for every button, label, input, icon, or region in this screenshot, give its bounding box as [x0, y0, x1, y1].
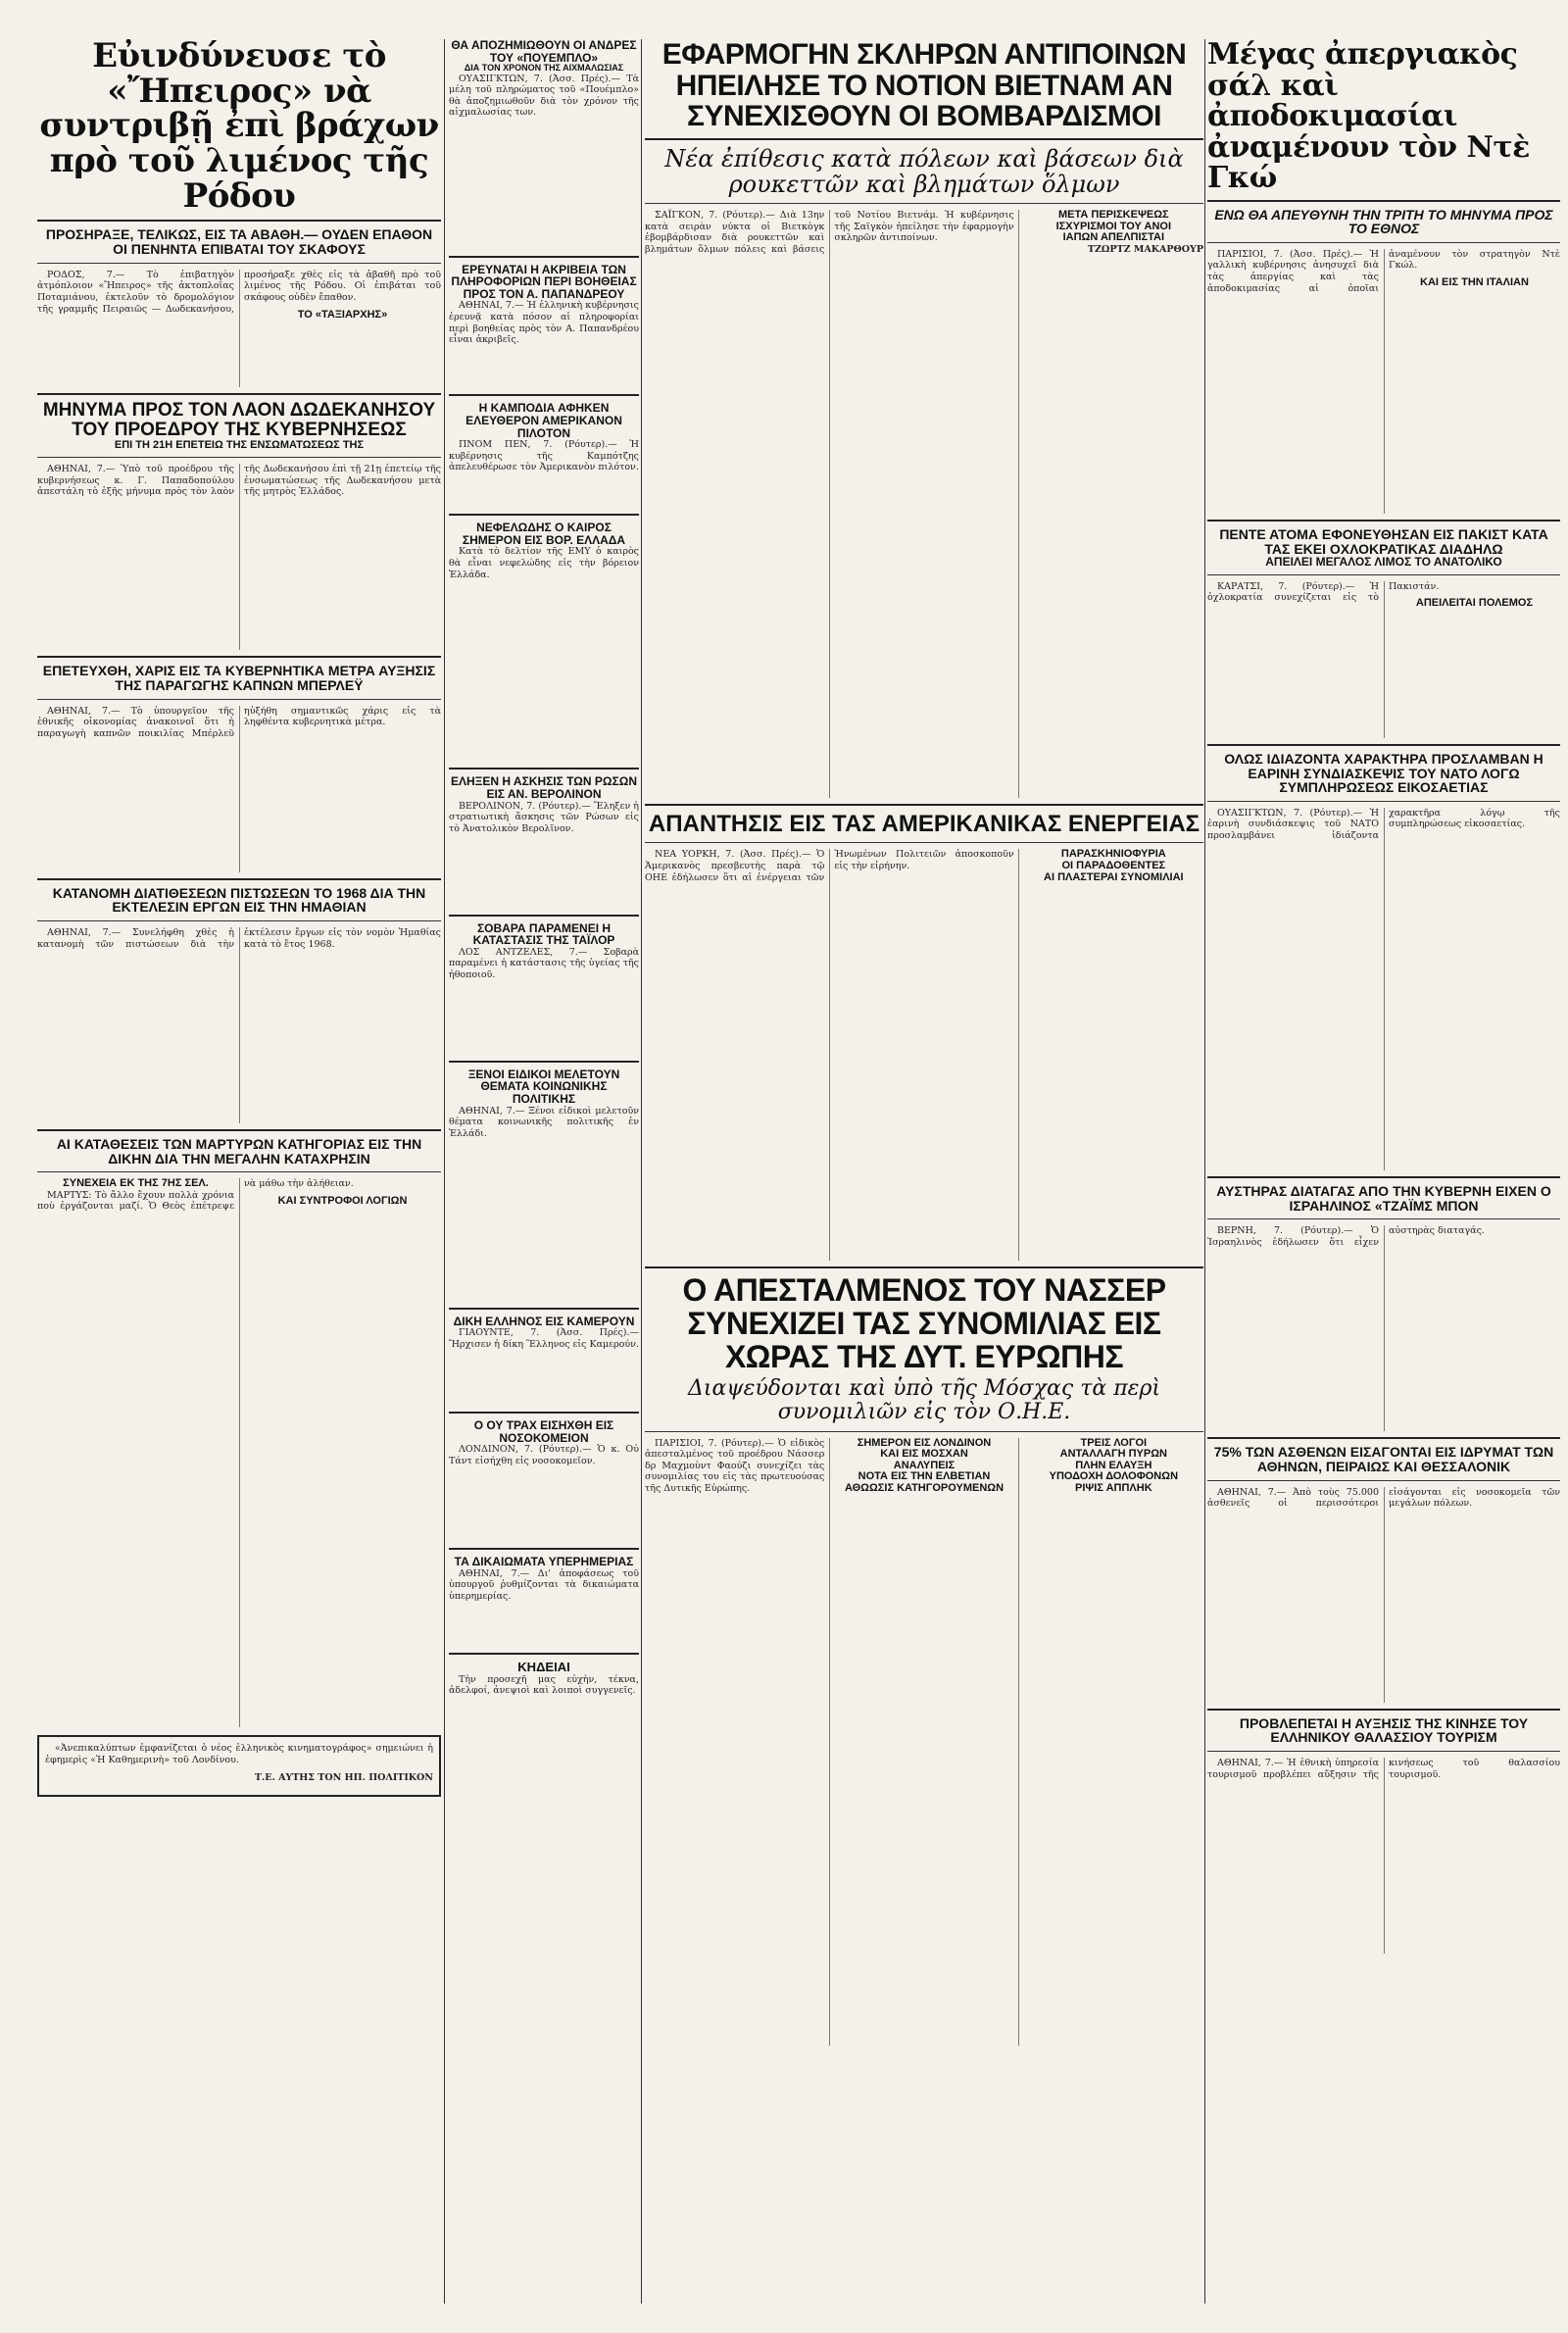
boxed-note: «Ἀνεπικαλύπτων ἐμφανίζεται ὁ νέος ἑλληνικὸς κινηματογράφος» σημειώνει ἡ ἐφημερὶς «Ἡ Καθημερινὴ» τοῦ Λονδίνου. Τ.Ε. ΑΥΤΗΣ ΤΟΝ ΗΠ. ΠΟΛΙΤΙΚΟΝ	[37, 1735, 441, 1797]
headline: ΑΥΣΤΗΡΑΣ ΔΙΑΤΑΓΑΣ ΑΠΟ ΤΗΝ ΚΥΒΕΡΝΗ ΕΙΧΕΝ Ο ΙΣΡΑΗΛΙΝΟΣ «ΤΖΑΪΜΣ ΜΠΟΝ	[1216, 1182, 1551, 1214]
article-tobacco: ΕΠΕΤΕΥΧΘΗ, ΧΑΡΙΣ ΕΙΣ ΤΑ ΚΥΒΕΡΝΗΤΙΚΑ ΜΕΤΡΑ ΑΥΞΗΣΙΣ ΤΗΣ ΠΑΡΑΓΩΓΗΣ ΚΑΠΝΩΝ ΜΠΕΡΛΕΫ ΑΘΗΝΑΙ, 7.— Τὸ ὑπουργεῖον τῆς ἐθνικῆς οἰκονομίας ἀνακοινοῖ ὅτι ἡ παραγωγὴ καπνῶν ποικιλίας Μπέρλεϋ ηὐξήθη σημαντικῶς χάρις εἰς τὰ ληφθέντα κυβερνητικὰ μέτρα.	[37, 663, 441, 739]
column-divider	[641, 39, 642, 2304]
headline: Ο ΑΠΕΣΤΑΛΜΕΝΟΣ ΤΟΥ ΝΑΣΣΕΡ ΣΥΝΕΧΙΖΕΙ ΤΑΣ ΣΥΝΟΜΙΛΙΑΣ ΕΙΣ ΧΩΡΑΣ ΤΗΣ ΔΥΤ. ΕΥΡΩΠΗΣ	[682, 1272, 1166, 1374]
headline: ΕΦΑΡΜΟΓΗΝ ΣΚΛΗΡΩΝ ΑΝΤΙΠΟΙΝΩΝ ΗΠΕΙΛΗΣΕ ΤΟ ΝΟΤΙΟΝ ΒΙΕΤΝΑΜ ΑΝ ΣΥΝΕΧΙΣΘΟΥΝ ΟΙ ΒΟΜΒΑΡΔΙΣΜΟΙ	[662, 39, 1187, 132]
subheadline: ΠΡΟΣΗΡΑΞΕ, ΤΕΛΙΚΩΣ, ΕΙΣ ΤΑ ΑΒΑΘΗ.— ΟΥΔΕΝ ΕΠΑΘΟΝ ΟΙ ΠΕΝΗΝΤΑ ΕΠΙΒΑΤΑΙ ΤΟΥ ΣΚΑΦΟΥΣ	[45, 226, 433, 258]
column-3	[645, 39, 1203, 2304]
headline: ΕΛΗΞΕΝ Η ΑΣΚΗΣΙΣ ΤΩΝ ΡΩΣΩΝ ΕΙΣ ΑΝ. ΒΕΡΟΛΙΝΟΝ	[450, 774, 638, 801]
column-divider	[1204, 39, 1205, 2304]
headline: ΜΗΝΥΜΑ ΠΡΟΣ ΤΟΝ ΛΑΟΝ ΔΩΔΕΚΑΝΗΣΟΥ ΤΟΥ ΠΡΟΕΔΡΟΥ ΤΗΣ ΚΥΒΕΡΝΗΣΕΩΣ	[42, 399, 436, 440]
headline: ΑΠΑΝΤΗΣΙΣ ΕΙΣ ΤΑΣ ΑΜΕΡΙΚΑΝΙΚΑΣ ΕΝΕΡΓΕΙΑΣ	[648, 811, 1200, 838]
headline: ΞΕΝΟΙ ΕΙΔΙΚΟΙ ΜΕΛΕΤΟΥΝ ΘΕΜΑΤΑ ΚΟΙΝΩΝΙΚΗΣ ΠΟΛΙΤΙΚΗΣ	[467, 1067, 620, 1106]
headline: ΠΡΟΒΛΕΠΕΤΑΙ Η ΑΥΞΗΣΙΣ ΤΗΣ ΚΙΝΗΣΕ ΤΟΥ ΕΛΛΗΝΙΚΟΥ ΘΑΛΑΣΣΙΟΥ ΤΟΥΡΙΣΜ	[1239, 1714, 1529, 1746]
article-nato: ΟΛΩΣ ΙΔΙΑΖΟΝΤΑ ΧΑΡΑΚΤΗΡΑ ΠΡΟΣΛΑΜΒΑΝ Η ΕΑΡΙΝΗ ΣΥΝΔΙΑΣΚΕΨΙΣ ΤΟΥ ΝΑΤΟ ΛΟΓΩ ΣΥΜΠΛΗΡΩΣΕΩΣ ΕΙΚΟΣΑΕΤΙΑΣ ΟΥΑΣΙΓΚΤΩΝ, 7. (Ρόυτερ).— Ἡ ἐαρινὴ συνδιάσκεψις τοῦ ΝΑΤΟ προσλαμβάνει ἰδιάζοντα χαρακτῆρα λόγῳ τῆς συμπληρώσεως εἰκοσαετίας.	[1207, 750, 1560, 842]
headline: ΕΠΕΤΕΥΧΘΗ, ΧΑΡΙΣ ΕΙΣ ΤΑ ΚΥΒΕΡΝΗΤΙΚΑ ΜΕΤΡΑ ΑΥΞΗΣΙΣ ΤΗΣ ΠΑΡΑΓΩΓΗΣ ΚΑΠΝΩΝ ΜΠΕΡΛΕΫ	[42, 663, 436, 693]
article-dodecanese-message: ΜΗΝΥΜΑ ΠΡΟΣ ΤΟΝ ΛΑΟΝ ΔΩΔΕΚΑΝΗΣΟΥ ΤΟΥ ΠΡΟΕΔΡΟΥ ΤΗΣ ΚΥΒΕΡΝΗΣΕΩΣ ΕΠΙ ΤΗ 21Η ΕΠΕΤΕΙΩ ΤΗΣ ΕΝΣΩΜΑΤΩΣΕΩΣ ΤΗΣ ΑΘΗΝΑΙ, 7.— Ὑπὸ τοῦ προέδρου τῆς κυβερνήσεως κ. Γ. Παπαδοπούλου ἀπεστάλη τὸ ἑξῆς μήνυμα πρὸς τὸν λαὸν τῆς Δωδεκανήσου ἐπὶ τῇ 21ῃ ἐπετείῳ τῆς ἐνσωματώσεως τῆς Δωδεκανήσου μετὰ τῆς μητρὸς Ἑλλάδος.	[37, 399, 441, 498]
article-body: ΡΟΔΟΣ, 7.— Τὸ ἐπιβατηγὸν ἀτμόπλοιον «Ἤπειρος» τῆς ἀκτοπλοΐας Ποταμιάνου, ἐκτελοῦν τὸ δρομολόγιον τῆς γραμμῆς Πειραιῶς — Δωδεκανήσου, προσήραξε χθὲς εἰς τὰ ἀβαθῆ πρὸ τοῦ λιμένος τῆς Ρόδου. Οἱ ἐπιβάται τοῦ σκάφους οὐδὲν ἔπαθον. ΤΟ «ΤΑΞΙΑΡΧΗΣ»	[37, 269, 441, 321]
article-credits-imathia: ΚΑΤΑΝΟΜΗ ΔΙΑΤΙΘΕΣΕΩΝ ΠΙΣΤΩΣΕΩΝ ΤΟ 1968 ΔΙΑ ΤΗΝ ΕΚΤΕΛΕΣΙΝ ΕΡΓΩΝ ΕΙΣ ΤΗΝ ΗΜΑΘΙΑΝ ΑΘΗΝΑΙ, 7.— Συνελήφθη χθὲς ἡ κατανομὴ τῶν πιστώσεων διὰ τὴν ἐκτέλεσιν ἔργων εἰς τὸν νομὸν Ἡμαθίας κατὰ τὸ ἔτος 1968.	[37, 884, 441, 950]
article-trial-witnesses: ΑΙ ΚΑΤΑΘΕΣΕΙΣ ΤΩΝ ΜΑΡΤΥΡΩΝ ΚΑΤΗΓΟΡΙΑΣ ΕΙΣ ΤΗΝ ΔΙΚΗΝ ΔΙΑ ΤΗΝ ΜΕΓΑΛΗΝ ΚΑΤΑΧΡΗΣΙΝ ΣΥΝΕΧΕΙΑ ΕΚ ΤΗΣ 7ΗΣ ΣΕΛ. ΜΑΡΤΥΣ: Τὸ ἄλλο ἔχουν πολλὰ χρόνια ποὺ ἐργάζονται μαζί. Ὁ Θεὸς ἐπέτρεψε νὰ μάθω τὴν ἀλήθειαν. ΚΑΙ ΣΥΝΤΡΟΦΟΙ ΛΟΓΙΩΝ	[37, 1137, 441, 1727]
column-1	[37, 39, 441, 2304]
column-2: ΘΑ ΑΠΟΖΗΜΙΩΘΟΥΝ ΟΙ ΑΝΔΡΕΣ ΤΟΥ «ΠΟΥΕΜΠΛΟ» ΔΙΑ ΤΟΝ ΧΡΟΝΟΝ ΤΗΣ ΑΙΧΜΑΛΩΣΙΑΣ ΟΥΑΣΙΓΚΤΩΝ, 7. (Ἀσσ. Πρές).— Τὰ μέλη τοῦ πληρώματος τοῦ «Πουέμπλο» θὰ ἀποζημιωθοῦν διὰ τὸν χρόνον τῆς αἰχμαλωσίας των. ΕΡΕΥΝΑΤΑΙ Η ΑΚΡΙΒΕΙΑ ΤΩΝ ΠΛΗΡΟΦΟΡΙΩΝ ΠΕΡΙ ΒΟΗΘΕΙΑΣ ΠΡΟΣ ΤΟΝ Α. ΠΑΠΑΝΔΡΕΟΥ ΑΘΗΝΑΙ, 7.— Ἡ ἑλληνικὴ κυβέρνησις ἐρευνᾷ κατὰ πόσον αἱ πληροφορίαι περὶ βοηθείας πρὸς τὸν Α. Παπανδρέου εἶναι ἀκριβεῖς. Η ΚΑΜΠΟΔΙΑ ΑΦΗΚΕΝ ΕΛΕΥΘΕΡΟΝ ΑΜΕΡΙΚΑΝΟΝ ΠΙΛΟΤΟΝ ΠΝΟΜ ΠΕΝ, 7. (Ρόυτερ).— Ἡ κυβέρνησις τῆς Καμπότζης ἀπελευθέρωσε τὸν Ἀμερικανὸν πιλότον. ΝΕΦΕΛΩΔΗΣ Ο ΚΑΙΡΟΣ ΣΗΜΕΡΟΝ ΕΙΣ ΒΟΡ. ΕΛΛΑΔΑ Κατὰ τὸ δελτίον τῆς ΕΜΥ ὁ καιρὸς θὰ εἶναι νεφελώδης εἰς τὴν βόρειον Ἑλλάδα. ΕΛΗΞΕΝ Η ΑΣΚΗΣΙΣ ΤΩΝ ΡΩΣΩΝ ΕΙΣ ΑΝ. ΒΕΡΟΛΙΝΟΝ ΒΕΡΟΛΙΝΟΝ, 7. (Ρόυτερ).— Ἔληξεν ἡ στρατιωτικὴ ἄσκησις τῶν Ρώσων εἰς τὸ Ἀνατολικὸν Βερολῖνον. ΣΟΒΑΡΑ ΠΑΡΑΜΕΝΕΙ Η ΚΑΤΑΣΤΑΣΙΣ ΤΗΣ ΤΑΪΛΟΡ ΛΟΣ ΑΝΤΖΕΛΕΣ, 7.— Σοβαρὰ παραμένει ἡ κατάστασις τῆς ὑγείας τῆς ἠθοποιοῦ. ΞΕΝΟΙ ΕΙΔΙΚΟΙ ΜΕΛΕΤΟΥΝ ΘΕΜΑΤΑ ΚΟΙΝΩΝΙΚΗΣ ΠΟΛΙΤΙΚΗΣ ΑΘΗΝΑΙ, 7.— Ξένοι εἰδικοὶ μελετοῦν θέματα κοινωνικῆς πολιτικῆς ἐν Ἑλλάδι. ΔΙΚΗ ΕΛΛΗΝΟΣ ΕΙΣ ΚΑΜΕΡΟΥΝ ΓΙΑΟΥΝΤΕ, 7. (Ἀσσ. Πρές).— Ἤρχισεν ἡ δίκη Ἕλληνος εἰς Καμερούν. Ο ΟΥ ΤΡΑΧ ΕΙΣΗΧΘΗ ΕΙΣ ΝΟΣΟΚΟΜΕΙΟΝ ΛΟΝΔΙΝΟΝ, 7. (Ρόυτερ).— Ὁ κ. Οὐ Τάντ εἰσήχθη εἰς νοσοκομεῖον. ΤΑ ΔΙΚΑΙΩΜΑΤΑ ΥΠΕΡΗΜΕΡΙΑΣ ΑΘΗΝΑΙ, 7.— Δι' ἀποφάσεως τοῦ ὑπουργοῦ ῥυθμίζονται τὰ δικαιώματα ὑπερημερίας. ΚΗΔΕΙΑΙ Τὴν προσεχῆ μας εὐχὴν, τέκνα, ἀδελφοί, ἀνεψιοὶ καὶ λοιποὶ συγγενεῖς.	[449, 39, 639, 1697]
column-divider	[444, 39, 445, 2304]
article-israeli: ΑΥΣΤΗΡΑΣ ΔΙΑΤΑΓΑΣ ΑΠΟ ΤΗΝ ΚΥΒΕΡΝΗ ΕΙΧΕΝ Ο ΙΣΡΑΗΛΙΝΟΣ «ΤΖΑΪΜΣ ΜΠΟΝ ΒΕΡΝΗ, 7. (Ρόυτερ).— Ὁ Ἰσραηλινὸς ἐδήλωσεν ὅτι εἶχεν αὐστηρὰς διαταγάς.	[1207, 1184, 1560, 1431]
headline: Εὐινδύνευσε τὸ «Ἤπειρος» νὰ συντριβῇ ἐπὶ βράχων πρὸ τοῦ λιμένος τῆς Ρόδου	[39, 39, 439, 216]
column-4	[1207, 39, 1560, 2304]
deck: Νέα ἐπίθεσις κατὰ πόλεων καὶ βάσεων διὰ ρουκεττῶν καὶ βλημάτων ὅλμων	[664, 144, 1184, 198]
article-vietnam: ΕΦΑΡΜΟΓΗΝ ΣΚΛΗΡΩΝ ΑΝΤΙΠΟΙΝΩΝ ΗΠΕΙΛΗΣΕ ΤΟ ΝΟΤΙΟΝ ΒΙΕΤΝΑΜ ΑΝ ΣΥΝΕΧΙΣΘΟΥΝ ΟΙ ΒΟΜΒΑΡΔΙΣΜΟΙ Νέα ἐπίθεσις κατὰ πόλεων καὶ βάσεων διὰ ρουκεττῶν καὶ βλημάτων ὅλμων ΣΑΪΓΚΟΝ, 7. (Ρόυτερ).— Διὰ 13ην κατὰ σειρὰν νύκτα οἱ Βιετκὸγκ ἐβομβάρδισαν διὰ ρουκεττῶν καὶ βλημάτων ὅλμων πόλεις καὶ βάσεις τοῦ Νοτίου Βιετνάμ. Ἡ κυβέρνησις τῆς Σαϊγκὸν ἠπείλησε τὴν ἐφαρμογὴν σκληρῶν ἀντιποίνων. ΜΕΤΑ ΠΕΡΙΣΚΕΨΕΩΣ ΙΣΧΥΡΙΣΜΟΙ ΤΟΥ ΑΝΟΙ ΙΑΠΩΝ ΑΠΕΛΠΙΣΤΑΙ ΤΖΩΡΤΖ ΜΑΚΑΡΘΟΥΡ	[645, 39, 1203, 256]
article-de-gaulle: Μέγας ἀπεργιακὸς σάλ καὶ ἀποδοκιμασίαι ἀναμένουν τὸν Ντὲ Γκώ ΕΝΩ ΘΑ ΑΠΕΥΘΥΝΗ ΤΗΝ ΤΡΙΤΗ ΤΟ ΜΗΝΥΜΑ ΠΡΟΣ ΤΟ ΕΘΝΟΣ ΠΑΡΙΣΙΟΙ, 7. (Ἀσσ. Πρές).— Ἡ γαλλικὴ κυβέρνησις ἀνησυχεῖ διὰ τὰς ἀπεργίας καὶ τὰς ἀποδοκιμασίας αἱ ὁποῖαι ἀναμένουν τὸν στρατηγὸν Ντὲ Γκώλ. ΚΑΙ ΕΙΣ ΤΗΝ ΙΤΑΛΙΑΝ	[1207, 39, 1560, 294]
subheadline: ΕΝΩ ΘΑ ΑΠΕΥΘΥΝΗ ΤΗΝ ΤΡΙΤΗ ΤΟ ΜΗΝΥΜΑ ΠΡΟΣ ΤΟ ΕΘΝΟΣ	[1214, 206, 1553, 237]
headline: ΚΗΔΕΙΑΙ	[517, 1659, 570, 1674]
headline: ΔΙΚΗ ΕΛΛΗΝΟΣ ΕΙΣ ΚΑΜΕΡΟΥΝ	[453, 1314, 635, 1328]
headline: ΚΑΤΑΝΟΜΗ ΔΙΑΤΙΘΕΣΕΩΝ ΠΙΣΤΩΣΕΩΝ ΤΟ 1968 ΔΙΑ ΤΗΝ ΕΚΤΕΛΕΣΙΝ ΕΡΓΩΝ ΕΙΣ ΤΗΝ ΗΜΑΘΙΑΝ	[52, 884, 426, 916]
article-patients: 75% ΤΩΝ ΑΣΘΕΝΩΝ ΕΙΣΑΓΟΝΤΑΙ ΕΙΣ ΙΔΡΥΜΑΤ ΤΩΝ ΑΘΗΝΩΝ, ΠΕΙΡΑΙΩΣ ΚΑΙ ΘΕΣΣΑΛΟΝΙΚ ΑΘΗΝΑΙ, 7.— Ἀπὸ τοὺς 75.000 ἀσθενεῖς οἱ περισσότεροι εἰσάγονται εἰς νοσοκομεῖα τῶν μεγάλων πόλεων.	[1207, 1444, 1560, 1510]
headline: ΕΡΕΥΝΑΤΑΙ Η ΑΚΡΙΒΕΙΑ ΤΩΝ ΠΛΗΡΟΦΟΡΙΩΝ ΠΕΡΙ ΒΟΗΘΕΙΑΣ ΠΡΟΣ ΤΟΝ Α. ΠΑΠΑΝΔΡΕΟΥ	[451, 262, 637, 301]
article-tourism: ΠΡΟΒΛΕΠΕΤΑΙ Η ΑΥΞΗΣΙΣ ΤΗΣ ΚΙΝΗΣΕ ΤΟΥ ΕΛΛΗΝΙΚΟΥ ΘΑΛΑΣΣΙΟΥ ΤΟΥΡΙΣΜ ΑΘΗΝΑΙ, 7.— Ἡ ἐθνικὴ ὑπηρεσία τουρισμοῦ προβλέπει αὔξησιν τῆς κινήσεως τοῦ θαλασσίου τουρισμοῦ.	[1207, 1714, 1560, 1780]
article-nasser-envoy: Ο ΑΠΕΣΤΑΛΜΕΝΟΣ ΤΟΥ ΝΑΣΣΕΡ ΣΥΝΕΧΙΖΕΙ ΤΑΣ ΣΥΝΟΜΙΛΙΑΣ ΕΙΣ ΧΩΡΑΣ ΤΗΣ ΔΥΤ. ΕΥΡΩΠΗΣ Διαψεύδονται καὶ ὑπὸ τῆς Μόσχας τὰ περὶ συνομιλιῶν εἰς τὸν Ο.Η.Ε. ΠΑΡΙΣΙΟΙ, 7. (Ρόυτερ).— Ὁ εἰδικὸς ἀπεσταλμένος τοῦ προέδρου Νάσσερ δρ Μαχμοὺντ Φαούζι συνεχίζει τὰς συνομιλίας του εἰς τὰς πρωτευούσας τῆς Δυτικῆς Εὐρώπης. ΣΗΜΕΡΟΝ ΕΙΣ ΛΟΝΔΙΝΟΝ ΚΑΙ ΕΙΣ ΜΟΣΧΑΝ ΑΝΑΛΥΠΕΙΣ ΝΟΤΑ ΕΙΣ ΤΗΝ ΕΛΒΕΤΙΑΝ ΑΘΩΩΣΙΣ ΚΑΤΗΓΟΡΟΥΜΕΝΩΝ ΤΡΕΙΣ ΛΟΓΟΙ ΑΝΤΑΛΛΑΓΗ ΠΥΡΩΝ ΠΛΗΝ ΕΛΑΥΞΗ ΥΠΟΔΟΧΗ ΔΟΛΟΦΟΝΩΝ ΡΙΨΙΣ ΑΠΠΛΗΚ	[645, 1274, 1203, 2045]
headline: Ο ΟΥ ΤΡΑΧ ΕΙΣΗΧΘΗ ΕΙΣ ΝΟΣΟΚΟΜΕΙΟΝ	[473, 1418, 614, 1445]
headline: ΑΙ ΚΑΤΑΘΕΣΕΙΣ ΤΩΝ ΜΑΡΤΥΡΩΝ ΚΑΤΗΓΟΡΙΑΣ ΕΙΣ ΤΗΝ ΔΙΚΗΝ ΔΙΑ ΤΗΝ ΜΕΓΑΛΗΝ ΚΑΤΑΧΡΗΣΙΝ	[56, 1135, 422, 1166]
headline: ΘΑ ΑΠΟΖΗΜΙΩΘΟΥΝ ΟΙ ΑΝΔΡΕΣ ΤΟΥ «ΠΟΥΕΜΠΛΟ»	[451, 39, 637, 65]
headline: Μέγας ἀπεργιακὸς σάλ καὶ ἀποδοκιμασίαι ἀναμένουν τὸν Ντὲ Γκώ	[1207, 39, 1530, 195]
deck: Διαψεύδονται καὶ ὑπὸ τῆς Μόσχας τὰ περὶ συνομιλιῶν εἰς τὸν Ο.Η.Ε.	[687, 1376, 1161, 1425]
headline: ΤΑ ΔΙΚΑΙΩΜΑΤΑ ΥΠΕΡΗΜΕΡΙΑΣ	[454, 1555, 634, 1569]
article-ipeiros	[37, 39, 441, 387]
headline: ΣΟΒΑΡΑ ΠΑΡΑΜΕΝΕΙ Η ΚΑΤΑΣΤΑΣΙΣ ΤΗΣ ΤΑΪΛΟΡ	[472, 920, 615, 948]
headline: Η ΚΑΜΠΟΔΙΑ ΑΦΗΚΕΝ ΕΛΕΥΘΕΡΟΝ ΑΜΕΡΙΚΑΝΟΝ ΠΙΛΟΤΟΝ	[466, 401, 622, 440]
headline: 75% ΤΩΝ ΑΣΘΕΝΩΝ ΕΙΣΑΓΟΝΤΑΙ ΕΙΣ ΙΔΡΥΜΑΤ ΤΩΝ ΑΘΗΝΩΝ, ΠΕΙΡΑΙΩΣ ΚΑΙ ΘΕΣΣΑΛΟΝΙΚ	[1213, 1444, 1554, 1474]
headline: ΠΕΝΤΕ ΑΤΟΜΑ ΕΦΟΝΕΥΘΗΣΑΝ ΕΙΣ ΠΑΚΙΣΤ ΚΑΤΑ ΤΑΣ ΕΚΕΙ ΟΧΛΟΚΡΑΤΙΚΑΣ ΔΙΑΔΗΛΩ	[1219, 525, 1548, 557]
headline: ΝΕΦΕΛΩΔΗΣ Ο ΚΑΙΡΟΣ ΣΗΜΕΡΟΝ ΕΙΣ ΒΟΡ. ΕΛΛΑΔΑ	[462, 521, 626, 547]
headline: ΟΛΩΣ ΙΔΙΑΖΟΝΤΑ ΧΑΡΑΚΤΗΡΑ ΠΡΟΣΛΑΜΒΑΝ Η ΕΑΡΙΝΗ ΣΥΝΔΙΑΣΚΕΨΙΣ ΤΟΥ ΝΑΤΟ ΛΟΓΩ ΣΥΜΠΛΗΡΩΣΕΩΣ ΕΙΚΟΣΑΕΤΙΑΣ	[1224, 750, 1544, 796]
article-american-actions: ΑΠΑΝΤΗΣΙΣ ΕΙΣ ΤΑΣ ΑΜΕΡΙΚΑΝΙΚΑΣ ΕΝΕΡΓΕΙΑΣ ΝΕΑ ΥΟΡΚΗ, 7. (Ἀσσ. Πρές).— Ὁ Ἀμερικανὸς πρεσβευτὴς παρὰ τῷ ΟΗΕ ἐδήλωσεν ὅτι αἱ ἐνέργειαι τῶν Ἡνωμένων Πολιτειῶν ἀποσκοποῦν εἰς τὴν εἰρήνην. ΠΑΡΑΣΚΗΝΙΟΦΥΡΙΑ ΟΙ ΠΑΡΑΔΟΘΕΝΤΕΣ ΑΙ ΠΛΑΣΤΕΡΑΙ ΣΥΝΟΜΙΛΙΑΙ	[645, 812, 1203, 1261]
article-pakistan: ΠΕΝΤΕ ΑΤΟΜΑ ΕΦΟΝΕΥΘΗΣΑΝ ΕΙΣ ΠΑΚΙΣΤ ΚΑΤΑ ΤΑΣ ΕΚΕΙ ΟΧΛΟΚΡΑΤΙΚΑΣ ΔΙΑΔΗΛΩ ΑΠΕΙΛΕΙ ΜΕΓΑΛΟΣ ΛΙΜΟΣ ΤΟ ΑΝΑΤΟΛΙΚΟ ΚΑΡΑΤΣΙ, 7. (Ρόυτερ).— Ἡ ὀχλοκρατία συνεχίζεται εἰς τὸ Πακιστάν. ΑΠΕΙΛΕΙΤΑΙ ΠΟΛΕΜΟΣ	[1207, 527, 1560, 738]
subheadline: ΕΠΙ ΤΗ 21Η ΕΠΕΤΕΙΩ ΤΗΣ ΕΝΣΩΜΑΤΩΣΕΩΣ ΤΗΣ	[114, 438, 365, 451]
